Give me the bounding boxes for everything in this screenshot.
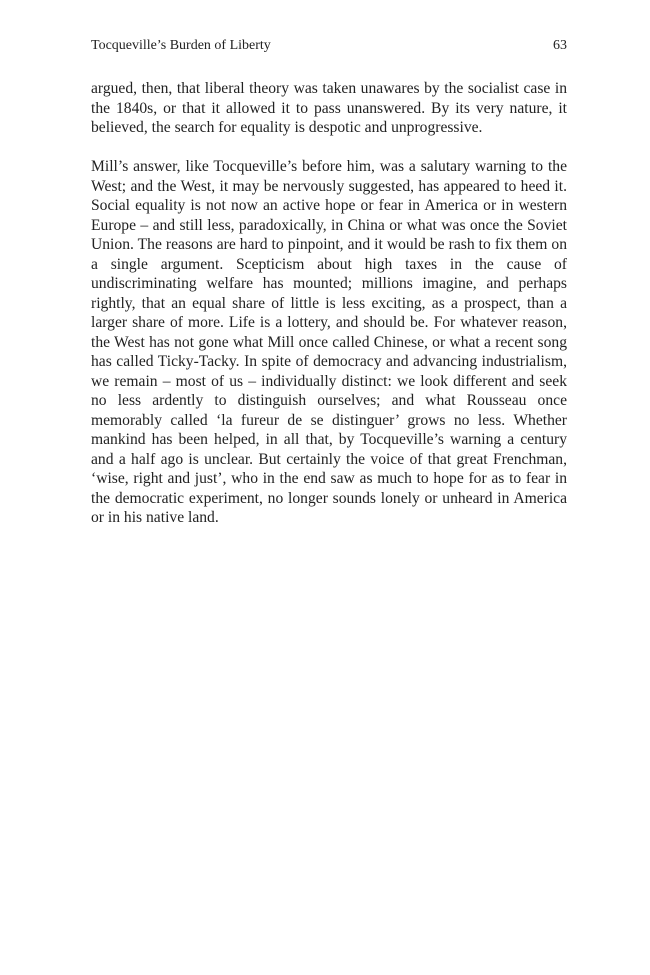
book-page xyxy=(91,36,567,528)
running-head xyxy=(91,36,567,56)
running-title: Tocqueville’s Burden of Liberty xyxy=(91,38,271,53)
page-number: 63 xyxy=(553,38,567,53)
paragraph-continuation: argued, then, that liberal theory was taken unawares by the socialist case in the 1840s, or that it allowed it to pass unanswered. By its very nature, it believed, the search for equality is despotic and unprogressive. xyxy=(91,80,567,136)
body-text xyxy=(91,79,567,528)
paragraph-mill-answer: Mill’s answer, like Tocqueville’s before him, was a salutary warning to the West; and the West, it may be nervously suggested, has appeared to heed it. Social equality is not now an active hope or fear in America or in western Europe – and still less, paradoxically, in China or what was once the Soviet Union. The reasons are hard to pinpoint, and it would be rash to fix them on a single argument. Scepticism about high taxes in the cause of undiscriminating welfare has mounted; millions imagine, and perhaps rightly, that an equal share of little is less exciting, as a prospect, than a larger share of more. Life is a lottery, and should be. For whatever reason, the West has not gone what Mill once called Chinese, or what a recent song has called Ticky-Tacky. In spite of democracy and advancing industrialism, we remain – most of us – individually distinct: we look different and seek no less ardently to distinguish ourselves; and what Rousseau once memorably called ‘la fureur de se distinguer’ grows no less. Whether mankind has been helped, in all that, by Tocqueville’s warning a century and a half ago is unclear. But certainly the voice of that great Frenchman, ‘wise, right and just’, who in the end saw as much to hope for as to fear in the democratic experiment, no longer sounds lonely or unheard in America or in his native land. xyxy=(91,158,567,526)
